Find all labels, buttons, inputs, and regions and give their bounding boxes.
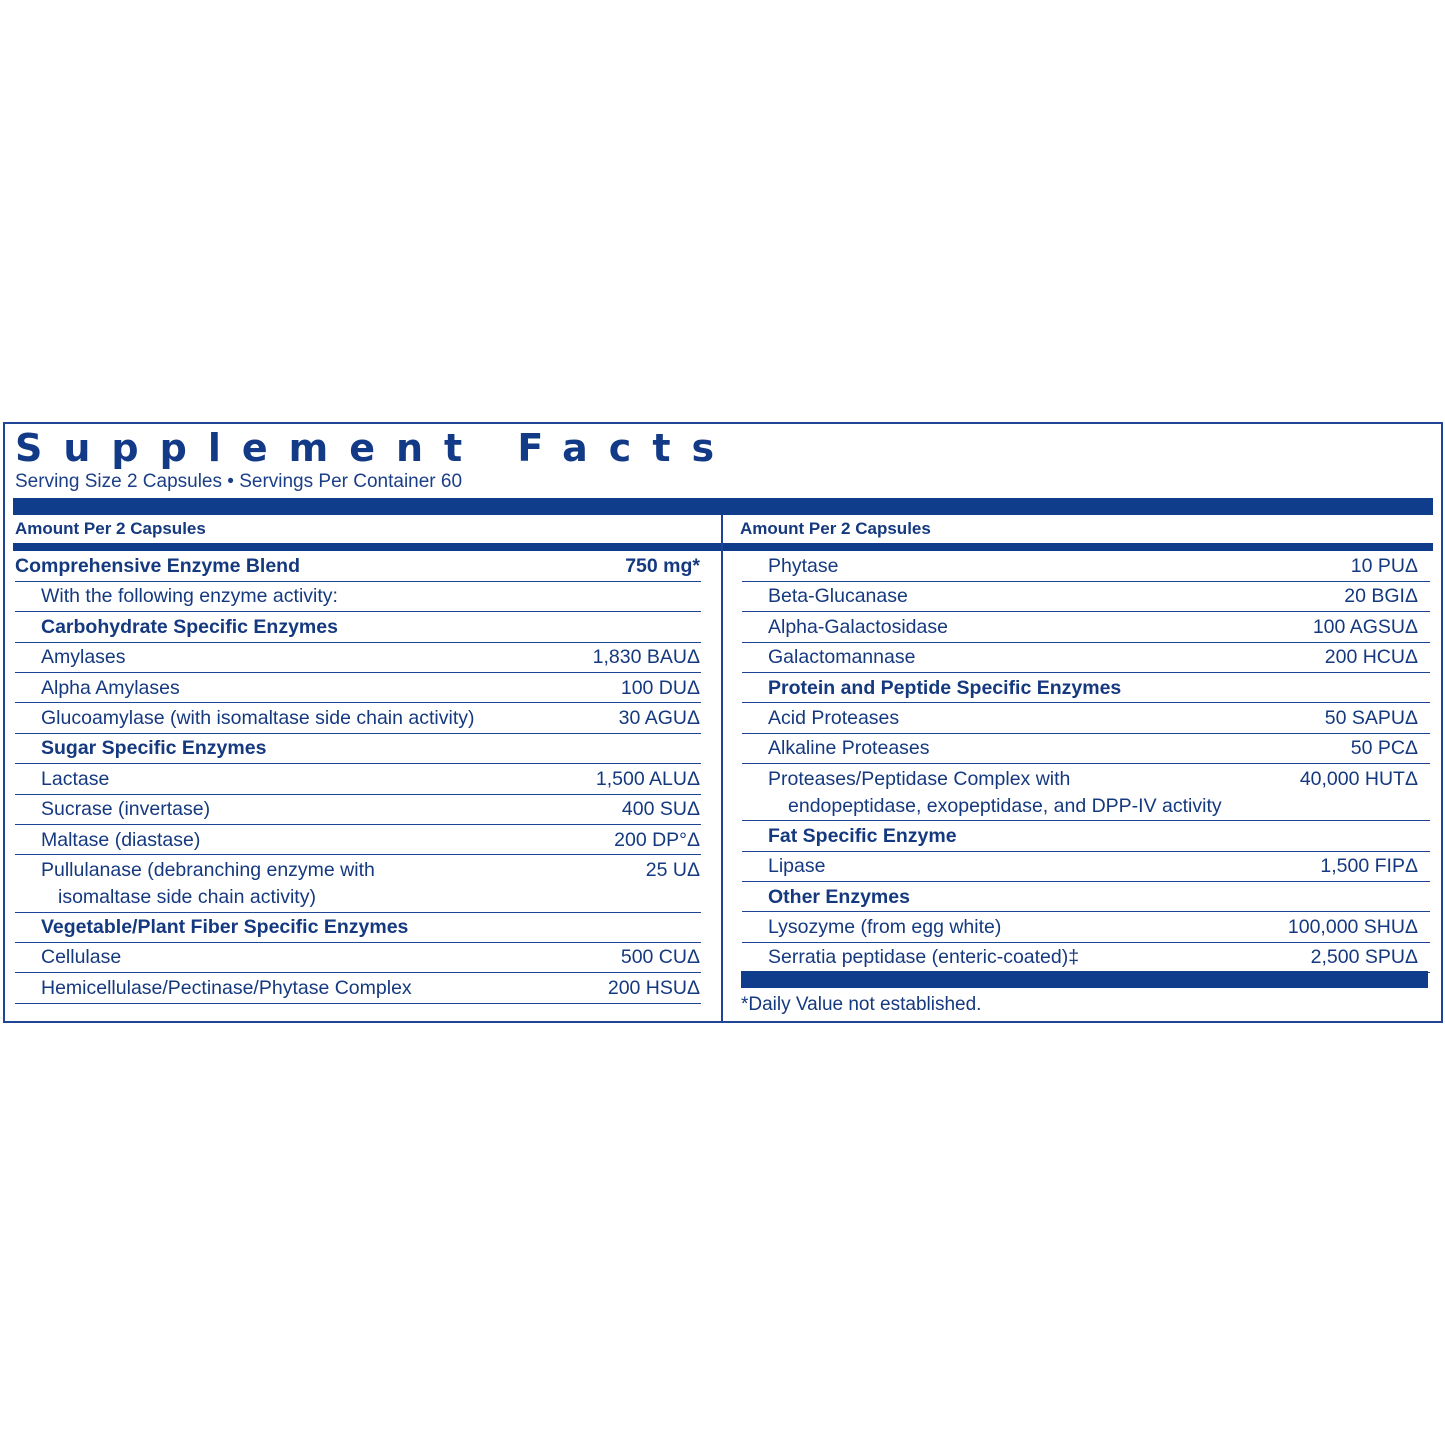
table-row [742,674,1430,704]
table-row [742,552,1430,582]
ingredient-amount: 500 CUΔ [620,946,700,969]
left-header-bar [13,543,721,551]
bottom-bar [741,971,1428,988]
table-row [742,582,1430,612]
table-row [742,765,1430,822]
table-row [15,913,701,943]
ingredient-amount: 100 DUΔ [620,676,700,699]
ingredient-name-continued: endopeptidase, exopeptidase, and DPP-IV activity [788,794,1222,817]
table-row [15,552,701,582]
table-row [742,734,1430,764]
table-row [742,613,1430,643]
table-row [15,974,701,1004]
table-row [15,826,701,856]
ingredient-name: Phytase [768,555,839,577]
ingredient-name: Vegetable/Plant Fiber Specific Enzymes [41,916,409,938]
serving-info: Serving Size 2 Capsules • Servings Per Container 60 [15,471,463,492]
ingredient-amount: 2,500 SPUΔ [1310,946,1418,969]
ingredient-name: Lipase [768,855,826,878]
left-amount-header: Amount Per 2 Capsules [15,519,206,538]
ingredient-amount: 400 SUΔ [621,798,700,821]
ingredient-name: Sucrase (invertase) [41,798,211,821]
table-row [742,643,1430,673]
ingredient-name: Proteases/Peptidase Complex with [768,767,1071,790]
ingredient-name-continued: isomaltase side chain activity) [58,886,316,908]
ingredient-amount: 50 PCΔ [1350,737,1418,760]
ingredient-amount: 200 DP°Δ [614,828,700,851]
ingredient-name: Lactase [41,767,110,790]
ingredient-name: Maltase (diastase) [41,828,201,851]
ingredient-name: Galactomannase [768,646,916,669]
ingredient-amount: 200 HSUΔ [607,976,700,999]
table-row [742,943,1430,973]
ingredient-name: Cellulase [41,946,122,969]
ingredient-amount: 100,000 SHUΔ [1287,916,1418,938]
ingredient-amount: 20 BGIΔ [1344,585,1418,608]
ingredient-name: Alpha-Galactosidase [768,615,948,638]
ingredient-amount: 40,000 HUTΔ [1299,767,1418,790]
ingredient-amount: 1,500 FIPΔ [1320,855,1418,878]
ingredient-name: Comprehensive Enzyme Blend [15,555,300,577]
ingredient-amount: 100 AGSUΔ [1312,615,1418,638]
ingredient-name: Beta-Glucanase [768,585,908,608]
ingredient-name: Sugar Specific Enzymes [41,737,267,760]
supplement-facts-panel [3,422,1443,1023]
table-row [15,795,701,825]
ingredient-name: Carbohydrate Specific Enzymes [41,615,338,638]
ingredient-amount: 200 HCUΔ [1324,646,1418,669]
panel-title: Supplement Facts [15,426,736,470]
footnote: *Daily Value not established. [741,994,982,1015]
ingredient-name: Other Enzymes [768,885,910,908]
table-row [742,704,1430,734]
right-amount-header: Amount Per 2 Capsules [740,519,931,538]
table-row [742,822,1430,852]
table-row [15,582,701,612]
ingredient-name: Acid Proteases [768,707,900,729]
table-row [15,613,701,643]
ingredient-amount: 50 SAPUΔ [1324,707,1418,729]
ingredient-name: Lysozyme (from egg white) [768,916,1002,938]
table-row [15,856,701,913]
ingredient-amount: 750 mg* [625,555,700,577]
ingredient-name: Pullulanase (debranching enzyme with [41,859,375,881]
ingredient-amount: 30 AGUΔ [618,707,700,729]
ingredient-name: With the following enzyme activity: [41,585,338,608]
table-row [15,704,701,734]
table-row [742,883,1430,913]
table-row [15,765,701,795]
ingredient-name: Alkaline Proteases [768,737,930,760]
ingredient-name: Protein and Peptide Specific Enzymes [768,676,1122,699]
ingredient-name: Fat Specific Enzyme [768,824,957,847]
ingredient-amount: 25 UΔ [645,859,700,881]
ingredient-name: Hemicellulase/Pectinase/Phytase Complex [41,976,412,999]
ingredient-amount: 1,830 BAUΔ [592,646,700,669]
top-bar [13,498,1433,515]
ingredient-name: Glucoamylase (with isomaltase side chain activity) [41,707,475,729]
table-row [742,913,1430,943]
table-row [15,734,701,764]
table-row [742,852,1430,882]
table-row [15,643,701,673]
ingredient-name: Amylases [41,646,126,669]
table-row [15,674,701,704]
column-divider [721,515,723,1021]
ingredient-amount: 10 PUΔ [1350,555,1418,577]
right-header-bar [723,543,1433,551]
ingredient-amount: 1,500 ALUΔ [595,767,700,790]
ingredient-name: Serratia peptidase (enteric-coated)‡ [768,946,1080,969]
table-row [15,943,701,973]
ingredient-name: Alpha Amylases [41,676,180,699]
